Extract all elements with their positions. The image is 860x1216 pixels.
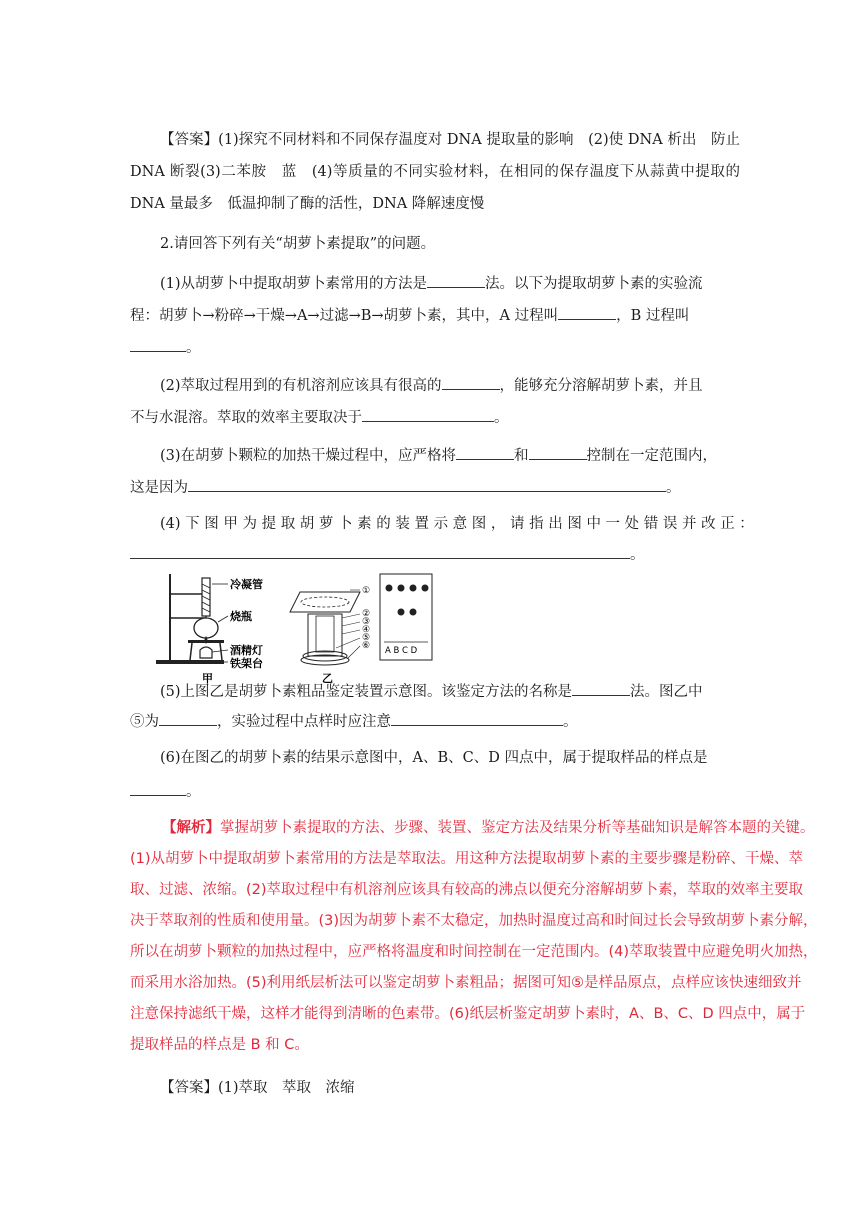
q2-text: 程：胡萝卜→粉碎→干燥→A→过滤→B→胡萝卜素，其中，A 过程叫 xyxy=(130,308,559,324)
answer-blank[interactable] xyxy=(442,374,500,390)
q2-part6-line1: (6)在图乙的胡萝卜素的结果示意图中，A、B、C、D 四点中，属于提取样品的样点是 xyxy=(160,750,708,766)
label-leader xyxy=(342,622,360,626)
spot-d-top xyxy=(422,585,429,592)
q2-text: 。 xyxy=(630,547,645,563)
marker-3: ③ xyxy=(362,617,371,627)
q2-text: 控制在一定范围内， xyxy=(586,448,718,464)
q2-text: (3)在胡萝卜颗粒的加热干燥过程中，应严格将 xyxy=(160,448,457,464)
analysis-line6: 而采用水浴加热。(5)利用纸层析法可以鉴定胡萝卜素粗品；据图可知⑤是样品原点，点样应该快速细致并 xyxy=(130,975,802,991)
q2-text: 法。以下为提取胡萝卜素的实验流 xyxy=(485,276,703,292)
q2-part4-line2 xyxy=(130,543,740,565)
answer-blank[interactable] xyxy=(391,710,563,726)
q2-text: 法。图乙中 xyxy=(630,684,703,700)
figure-yi xyxy=(290,574,432,684)
q2-text: 。 xyxy=(494,410,509,426)
analysis-line7: 注意保持滤纸干燥，这样才能得到清晰的色素带。(6)纸层析鉴定胡萝卜素时，A、B、C、D 四点中，属于 xyxy=(130,1006,806,1022)
question2-title: 2.请回答下列有关“胡萝卜素提取”的问题。 xyxy=(160,236,436,252)
q2-text: 。 xyxy=(186,784,201,800)
analysis-line8: 提取样品的样点是 B 和 C。 xyxy=(130,1037,309,1053)
q2-part1-line1 xyxy=(160,272,740,294)
spot-c-lower xyxy=(410,609,417,616)
q2-part1-line2 xyxy=(130,304,740,326)
marker-2: ② xyxy=(362,609,371,619)
answer-blank[interactable] xyxy=(558,304,616,320)
marker-1: ① xyxy=(362,586,371,596)
q2-part3-line2 xyxy=(130,476,740,498)
label-leader xyxy=(342,614,360,618)
q2-part4-line1: (4) 下 图 甲 为 提 取 胡 萝 卜 素 的 装 置 示 意 图 ， 请 指 出 图 中 一 处 错 误 并 改 正 ： xyxy=(160,516,754,532)
q2-text: ，B 过程叫 xyxy=(616,308,690,324)
answer-blank[interactable] xyxy=(159,710,217,726)
stand-base-right xyxy=(186,660,224,664)
alcohol-lamp-icon xyxy=(200,647,212,658)
q2-part5-line1 xyxy=(160,680,740,702)
tripod-leg xyxy=(190,643,192,660)
q2-part3-line1 xyxy=(160,444,740,466)
analysis-line3: 取、过滤、浓缩。(2)萃取过程中有机溶剂应该具有较高的沸点以便充分溶解胡萝卜素，萃取的效率主要取 xyxy=(130,882,804,898)
label-leader xyxy=(218,616,228,622)
q2-text: 这是因为 xyxy=(130,480,188,496)
answer1-line2: DNA 断裂(3)二苯胺 蓝 (4)等质量的不同实验材料，在相同的保存温度下从蒜黄中提取的 xyxy=(130,164,740,180)
label-leader xyxy=(212,650,228,652)
q2-text: (2)萃取过程用到的有机溶剂应该具有很高的 xyxy=(160,378,442,394)
q2-text: 。 xyxy=(563,714,578,730)
answer-blank[interactable] xyxy=(130,336,186,352)
q2-text: ，能够充分溶解胡萝卜素，并且 xyxy=(499,378,703,394)
answer-blank[interactable] xyxy=(188,476,666,492)
cover-glass xyxy=(290,592,360,612)
spot-a-top xyxy=(386,585,393,592)
answer-blank[interactable] xyxy=(130,543,630,559)
q2-text: 。 xyxy=(186,340,201,356)
figure-jia xyxy=(156,574,263,684)
marker-5: ⑤ xyxy=(362,633,371,643)
answer-blank[interactable] xyxy=(427,272,485,288)
label-leader xyxy=(342,630,360,634)
label-iron-stand: 铁架台 xyxy=(230,657,263,670)
q2-text: (5)上图乙是胡萝卜素粗品鉴定装置示意图。该鉴定方法的名称是 xyxy=(160,684,573,700)
spot-c-top xyxy=(410,585,417,592)
apparatus-figure xyxy=(150,572,450,684)
answer-blank[interactable] xyxy=(529,444,587,460)
marker-6: ⑥ xyxy=(362,641,371,651)
spot-b-lower xyxy=(398,609,405,616)
label-flask: 烧瓶 xyxy=(230,610,252,623)
answer1-line1: 【答案】(1)探究不同材料和不同保存温度对 DNA 提取量的影响 (2)使 DNA 析出 防止 xyxy=(160,132,740,148)
analysis-text: 掌握胡萝卜素提取的方法、步骤、装置、鉴定方法及结果分析等基础知识是解答本题的关键。 xyxy=(220,820,815,836)
caption-yi: 乙 xyxy=(322,672,333,684)
q2-part5-line2 xyxy=(130,710,740,732)
q2-text: ⑤为 xyxy=(130,714,159,730)
analysis-heading: 【解析】 xyxy=(162,820,220,836)
analysis-line2: (1)从胡萝卜中提取胡萝卜素常用的方法是萃取法。用这种方法提取胡萝卜素的主要步骤是粉碎、干燥、萃 xyxy=(130,851,804,867)
answer2-line: 【答案】(1)萃取 萃取 浓缩 xyxy=(160,1080,355,1096)
q2-text: 。 xyxy=(666,480,681,496)
answer-blank[interactable] xyxy=(362,406,494,422)
q2-text: (1)从胡萝卜中提取胡萝卜素常用的方法是 xyxy=(160,276,428,292)
q2-text: 和 xyxy=(514,448,529,464)
label-leader xyxy=(348,646,360,658)
beaker-icon xyxy=(308,614,342,656)
plate-label: A B C D xyxy=(385,646,418,656)
label-condenser: 冷凝管 xyxy=(230,578,263,591)
q2-text: 不与水混溶。萃取的效率主要取决于 xyxy=(130,410,362,426)
q2-part2-line2 xyxy=(130,406,740,428)
q2-text: ，实验过程中点样时应注意 xyxy=(217,714,391,730)
answer-blank[interactable] xyxy=(456,444,514,460)
analysis-line4: 决于萃取剂的性质和使用量。(3)因为胡萝卜素不太稳定，加热时温度过高和时间过长会导致胡萝卜素分解， xyxy=(130,913,818,929)
q2-part2-line1 xyxy=(160,374,740,396)
marker-4: ④ xyxy=(362,625,371,635)
q2-part1-line3 xyxy=(130,336,740,358)
answer1-line3: DNA 量最多 低温抑制了酶的活性，DNA 降解速度慢 xyxy=(130,196,485,212)
flask-icon xyxy=(194,618,218,638)
answer-blank[interactable] xyxy=(572,680,630,696)
analysis-line5: 所以在胡萝卜颗粒的加热过程中，应严格将温度和时间控制在一定范围内。(4)萃取装置中应避免明火加热， xyxy=(130,944,818,960)
spot-b-top xyxy=(398,585,405,592)
answer-blank[interactable] xyxy=(130,780,186,796)
tripod-leg xyxy=(220,643,222,660)
caption-jia: 甲 xyxy=(202,672,213,684)
analysis-line1 xyxy=(162,818,815,838)
q2-part6-line2 xyxy=(130,780,740,802)
label-alcohol-lamp: 酒精灯 xyxy=(230,644,263,657)
